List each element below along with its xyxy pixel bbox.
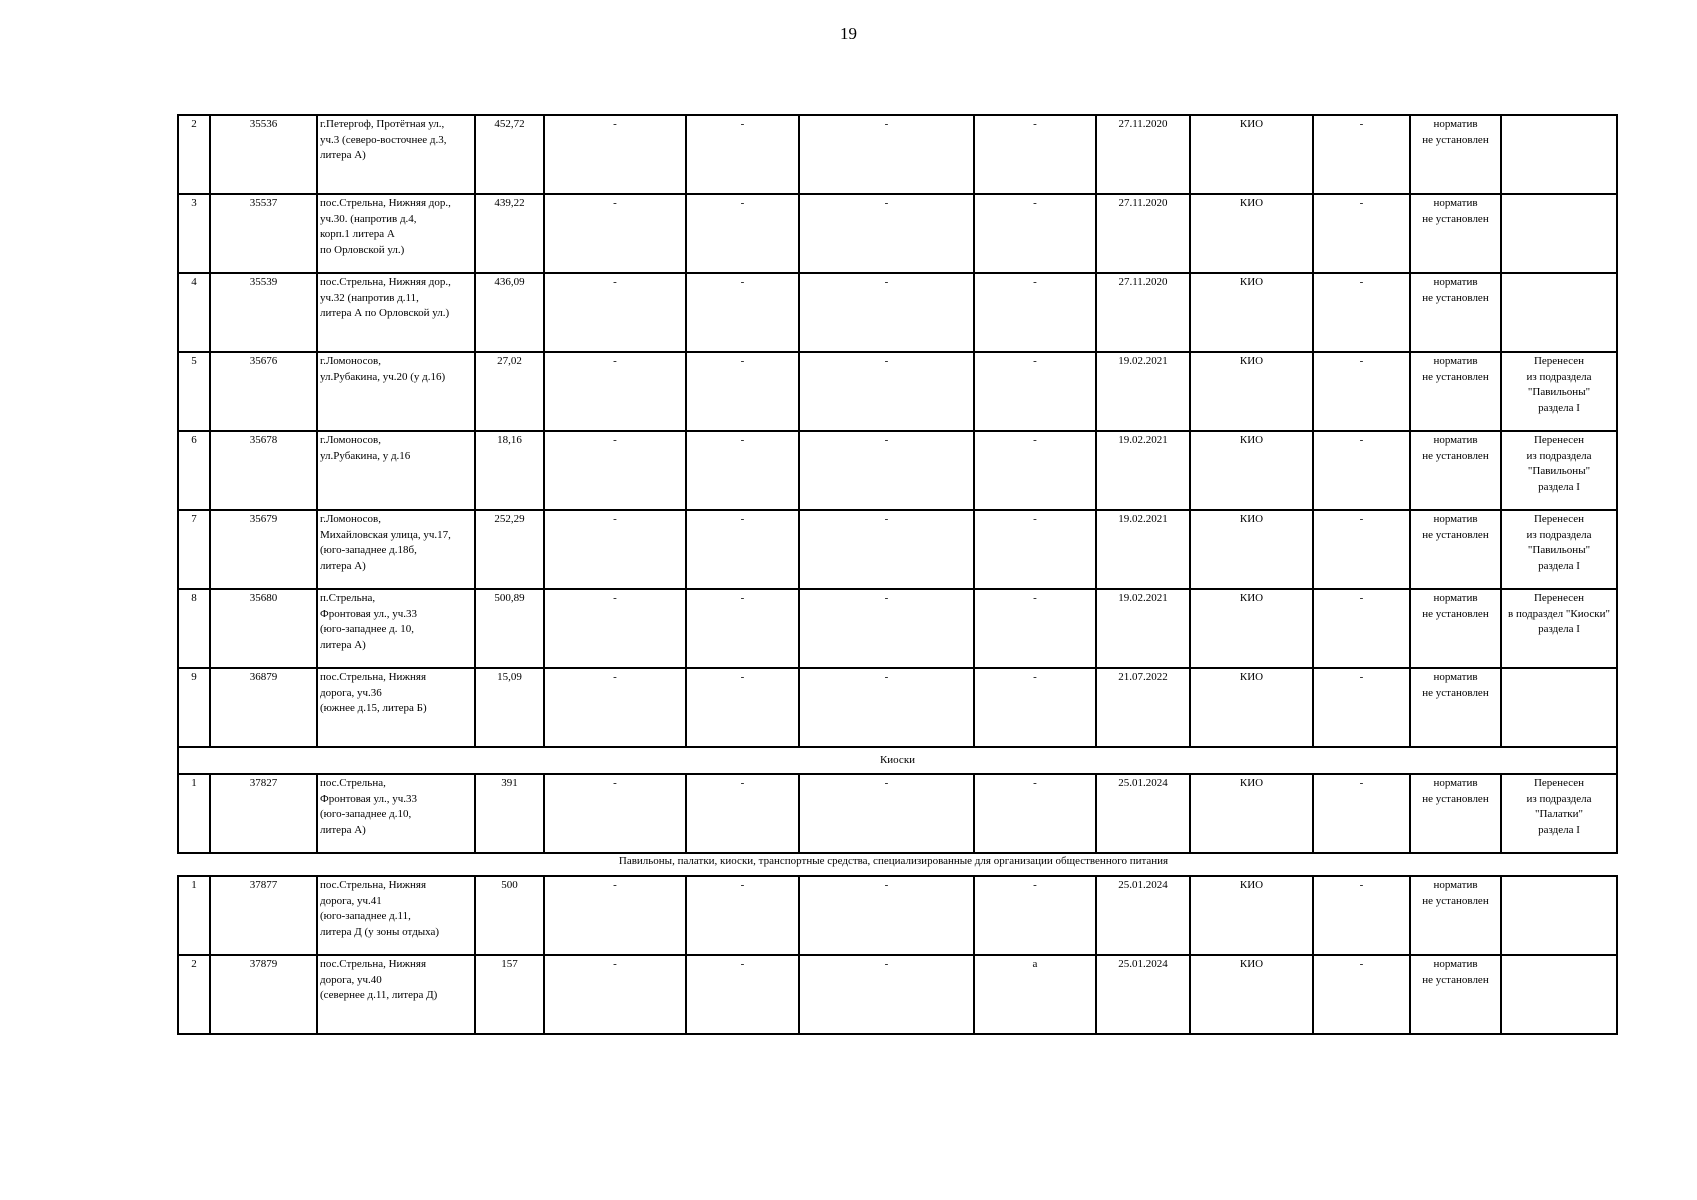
cell-field-11: - [1313, 668, 1410, 747]
cell-field-6: - [686, 273, 799, 352]
cell-field-11: - [1313, 115, 1410, 194]
cell-authority: КИО [1190, 510, 1313, 589]
cell-field-5: - [544, 194, 686, 273]
cell-date: 19.02.2021 [1096, 589, 1190, 668]
cell-address: г.Ломоносов, ул.Рубакина, уч.20 (у д.16) [317, 352, 475, 431]
cell-field-8: - [974, 510, 1096, 589]
cell-field-8: - [974, 774, 1096, 853]
cell-authority: КИО [1190, 352, 1313, 431]
table-row [178, 510, 1617, 589]
cell-area: 452,72 [475, 115, 544, 194]
cell-field-6: - [686, 510, 799, 589]
cell-authority: КИО [1190, 589, 1313, 668]
cell-authority: КИО [1190, 273, 1313, 352]
cell-field-8: - [974, 273, 1096, 352]
cell-field-6: - [686, 589, 799, 668]
table-row [178, 876, 1617, 955]
cell-field-11: - [1313, 774, 1410, 853]
cell-row-number: 5 [178, 352, 210, 431]
cell-field-7: - [799, 431, 974, 510]
cell-date: 19.02.2021 [1096, 510, 1190, 589]
cell-norm-status: норматив не установлен [1410, 194, 1501, 273]
cell-field-6: - [686, 115, 799, 194]
cell-area: 500 [475, 876, 544, 955]
cell-norm-status: норматив не установлен [1410, 352, 1501, 431]
cell-note [1501, 668, 1617, 747]
cell-authority: КИО [1190, 431, 1313, 510]
cell-note: Перенесен в подраздел "Киоски" раздела I [1501, 589, 1617, 668]
registry-table-body [178, 115, 1617, 853]
cell-authority: КИО [1190, 668, 1313, 747]
cell-field-6: - [686, 774, 799, 853]
cell-row-number: 1 [178, 774, 210, 853]
cell-field-5: - [544, 589, 686, 668]
registry-table [177, 114, 1618, 854]
cell-norm-status: норматив не установлен [1410, 876, 1501, 955]
cell-date: 25.01.2024 [1096, 955, 1190, 1034]
cell-field-7: - [799, 194, 974, 273]
cell-address: пос.Стрельна, Нижняя дор., уч.30. (напротив д.4, корп.1 литера А по Орловской ул.) [317, 194, 475, 273]
cell-norm-status: норматив не установлен [1410, 510, 1501, 589]
cell-norm-status: норматив не установлен [1410, 955, 1501, 1034]
cell-note [1501, 955, 1617, 1034]
cell-object-id: 35676 [210, 352, 317, 431]
cell-object-id: 35539 [210, 273, 317, 352]
cell-field-5: - [544, 431, 686, 510]
cell-authority: КИО [1190, 194, 1313, 273]
cell-field-7: - [799, 876, 974, 955]
cell-norm-status: норматив не установлен [1410, 774, 1501, 853]
table-row [178, 273, 1617, 352]
cell-address: пос.Стрельна, Нижняя дор., уч.32 (напротив д.11, литера А по Орловской ул.) [317, 273, 475, 352]
cell-field-5: - [544, 115, 686, 194]
cell-date: 27.11.2020 [1096, 194, 1190, 273]
cell-object-id: 37879 [210, 955, 317, 1034]
cell-field-7: - [799, 589, 974, 668]
cell-field-5: - [544, 352, 686, 431]
cell-field-8: - [974, 876, 1096, 955]
table-row [178, 589, 1617, 668]
cell-object-id: 37877 [210, 876, 317, 955]
cell-field-7: - [799, 955, 974, 1034]
cell-authority: КИО [1190, 774, 1313, 853]
cell-note: Перенесен из подраздела "Павильоны" раздела I [1501, 352, 1617, 431]
registry-table-catering [177, 875, 1618, 1035]
cell-date: 25.01.2024 [1096, 774, 1190, 853]
cell-field-11: - [1313, 876, 1410, 955]
cell-field-5: - [544, 273, 686, 352]
cell-note [1501, 194, 1617, 273]
cell-field-8: - [974, 194, 1096, 273]
section-header-label: Киоски [178, 747, 1617, 774]
cell-area: 18,16 [475, 431, 544, 510]
cell-area: 391 [475, 774, 544, 853]
cell-date: 19.02.2021 [1096, 352, 1190, 431]
cell-field-11: - [1313, 955, 1410, 1034]
cell-area: 439,22 [475, 194, 544, 273]
cell-address: п.Стрельна, Фронтовая ул., уч.33 (юго-западнее д. 10, литера А) [317, 589, 475, 668]
cell-field-5: - [544, 876, 686, 955]
cell-field-11: - [1313, 352, 1410, 431]
cell-date: 19.02.2021 [1096, 431, 1190, 510]
cell-field-7: - [799, 774, 974, 853]
cell-date: 27.11.2020 [1096, 273, 1190, 352]
cell-field-11: - [1313, 194, 1410, 273]
cell-field-5: - [544, 955, 686, 1034]
cell-row-number: 8 [178, 589, 210, 668]
cell-object-id: 35680 [210, 589, 317, 668]
cell-field-7: - [799, 273, 974, 352]
cell-field-6: - [686, 668, 799, 747]
cell-authority: КИО [1190, 955, 1313, 1034]
cell-object-id: 35678 [210, 431, 317, 510]
cell-norm-status: норматив не установлен [1410, 431, 1501, 510]
cell-field-7: - [799, 352, 974, 431]
table-row [178, 668, 1617, 747]
table-row [178, 774, 1617, 853]
cell-address: г.Ломоносов, Михайловская улица, уч.17, (юго-западнее д.18б, литера А) [317, 510, 475, 589]
cell-object-id: 37827 [210, 774, 317, 853]
cell-address: пос.Стрельна, Нижняя дорога, уч.41 (юго-западнее д.11, литера Д (у зоны отдыха) [317, 876, 475, 955]
cell-object-id: 35679 [210, 510, 317, 589]
table-row [178, 955, 1617, 1034]
cell-row-number: 2 [178, 115, 210, 194]
cell-address: пос.Стрельна, Фронтовая ул., уч.33 (юго-западнее д.10, литера А) [317, 774, 475, 853]
cell-authority: КИО [1190, 876, 1313, 955]
table-row [178, 352, 1617, 431]
page-number: 19 [840, 24, 857, 43]
cell-row-number: 6 [178, 431, 210, 510]
cell-field-7: - [799, 668, 974, 747]
cell-object-id: 35536 [210, 115, 317, 194]
cell-area: 15,09 [475, 668, 544, 747]
section-caption: Павильоны, палатки, киоски, транспортные средства, специализированные для организации общественного питания [618, 855, 1169, 867]
cell-row-number: 3 [178, 194, 210, 273]
cell-field-8: - [974, 589, 1096, 668]
cell-norm-status: норматив не установлен [1410, 668, 1501, 747]
cell-object-id: 35537 [210, 194, 317, 273]
cell-field-8: а [974, 955, 1096, 1034]
cell-area: 27,02 [475, 352, 544, 431]
cell-area: 500,89 [475, 589, 544, 668]
cell-field-11: - [1313, 589, 1410, 668]
cell-field-6: - [686, 876, 799, 955]
cell-address: г.Петергоф, Протётная ул., уч.3 (северо-восточнее д.3, литера А) [317, 115, 475, 194]
cell-row-number: 9 [178, 668, 210, 747]
cell-note: Перенесен из подраздела "Павильоны" раздела I [1501, 431, 1617, 510]
cell-field-11: - [1313, 273, 1410, 352]
cell-field-11: - [1313, 510, 1410, 589]
cell-date: 25.01.2024 [1096, 876, 1190, 955]
cell-field-6: - [686, 431, 799, 510]
table-row [178, 431, 1617, 510]
cell-field-6: - [686, 352, 799, 431]
cell-field-8: - [974, 431, 1096, 510]
cell-row-number: 7 [178, 510, 210, 589]
cell-object-id: 36879 [210, 668, 317, 747]
cell-address: пос.Стрельна, Нижняя дорога, уч.40 (севернее д.11, литера Д) [317, 955, 475, 1034]
cell-note: Перенесен из подраздела "Палатки" раздела I [1501, 774, 1617, 853]
cell-area: 436,09 [475, 273, 544, 352]
cell-row-number: 1 [178, 876, 210, 955]
cell-address: г.Ломоносов, ул.Рубакина, у д.16 [317, 431, 475, 510]
cell-note [1501, 115, 1617, 194]
cell-area: 252,29 [475, 510, 544, 589]
cell-field-5: - [544, 510, 686, 589]
cell-norm-status: норматив не установлен [1410, 115, 1501, 194]
cell-note [1501, 273, 1617, 352]
cell-row-number: 4 [178, 273, 210, 352]
section-header-row [178, 747, 1617, 774]
table-row [178, 194, 1617, 273]
cell-field-11: - [1313, 431, 1410, 510]
cell-field-6: - [686, 194, 799, 273]
cell-norm-status: норматив не установлен [1410, 273, 1501, 352]
cell-field-7: - [799, 510, 974, 589]
cell-field-8: - [974, 352, 1096, 431]
cell-field-8: - [974, 115, 1096, 194]
cell-address: пос.Стрельна, Нижняя дорога, уч.36 (южнее д.15, литера Б) [317, 668, 475, 747]
cell-field-5: - [544, 774, 686, 853]
cell-date: 27.11.2020 [1096, 115, 1190, 194]
registry-table-catering-body [178, 876, 1617, 1034]
cell-date: 21.07.2022 [1096, 668, 1190, 747]
cell-row-number: 2 [178, 955, 210, 1034]
cell-authority: КИО [1190, 115, 1313, 194]
cell-field-7: - [799, 115, 974, 194]
cell-note: Перенесен из подраздела "Павильоны" раздела I [1501, 510, 1617, 589]
cell-note [1501, 876, 1617, 955]
cell-norm-status: норматив не установлен [1410, 589, 1501, 668]
cell-field-5: - [544, 668, 686, 747]
cell-field-6: - [686, 955, 799, 1034]
table-row [178, 115, 1617, 194]
cell-field-8: - [974, 668, 1096, 747]
cell-area: 157 [475, 955, 544, 1034]
